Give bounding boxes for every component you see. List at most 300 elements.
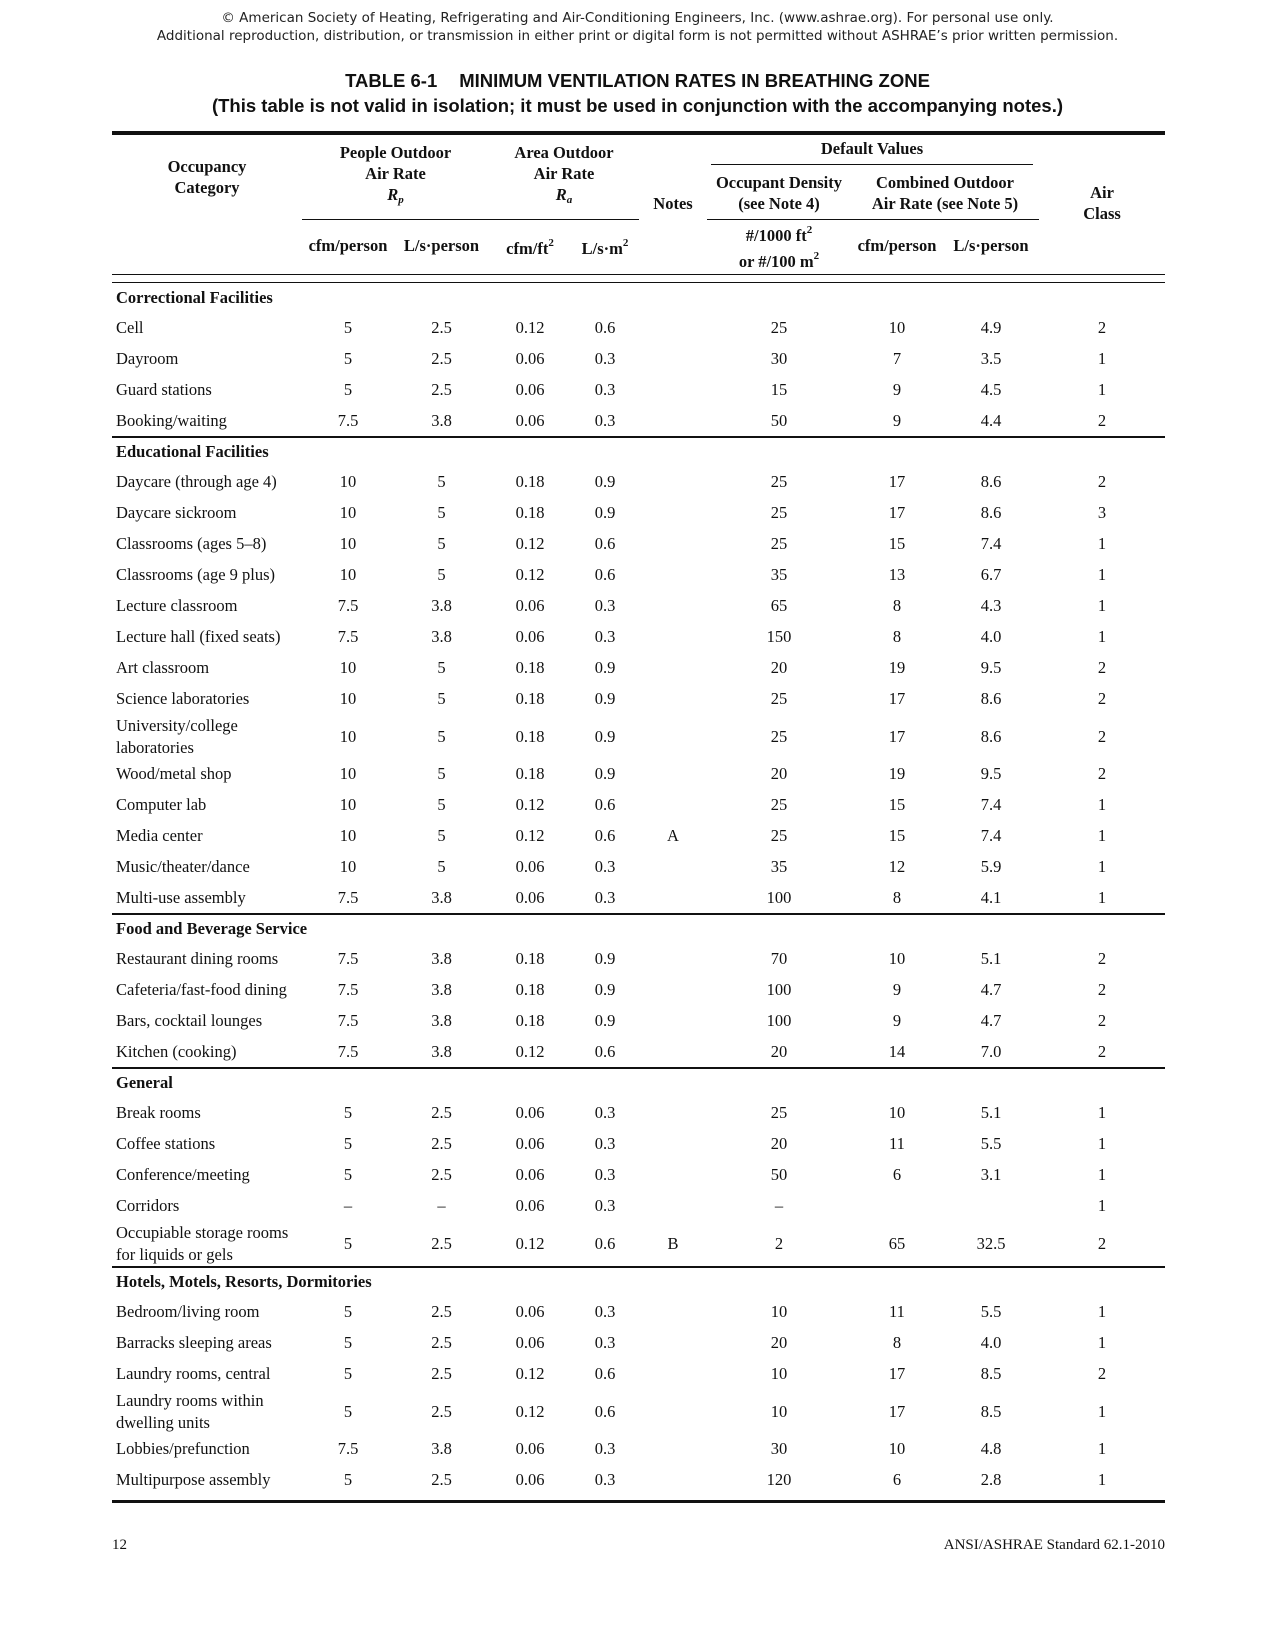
- combined-rate-cfm: 11: [889, 1134, 905, 1153]
- notes: [639, 622, 707, 653]
- area-rate-cfm: 0.12: [515, 1364, 545, 1383]
- people-rate-ls: 2.5: [431, 1333, 452, 1352]
- occupancy-name-line1: Bedroom/living room: [116, 1302, 260, 1321]
- area-rate-ls: 0.3: [594, 1103, 616, 1122]
- combined-rate-ls: 7.4: [980, 826, 1002, 845]
- header-unit-cfm-person-combined: cfm/person: [857, 236, 937, 255]
- occupancy-name-line1: Multi-use assembly: [116, 887, 246, 907]
- area-rate-cfm: 0.18: [515, 1011, 545, 1030]
- occupancy-name-line1: Multipurpose assembly: [116, 1470, 271, 1489]
- notes: [639, 467, 707, 498]
- combined-rate-ls: 5.5: [980, 1302, 1002, 1321]
- people-rate-cfm: 7.5: [337, 596, 359, 615]
- notes: [639, 1037, 707, 1068]
- people-rate-cfm: 10: [339, 857, 357, 876]
- people-rate-ls: 5: [437, 565, 446, 584]
- air-class: 1: [1097, 1103, 1107, 1122]
- air-class: 1: [1097, 1401, 1107, 1421]
- header-density-line1: Occupant Density: [715, 172, 843, 192]
- notes: [639, 715, 707, 759]
- air-class: 1: [1097, 1302, 1107, 1321]
- air-class: 2: [1097, 658, 1107, 677]
- table-row: [112, 498, 1165, 529]
- people-rate-ls: 2.5: [431, 1364, 452, 1383]
- people-rate-cfm: 7.5: [337, 949, 359, 968]
- combined-rate-ls: 4.7: [980, 980, 1002, 999]
- header-unit-cfm-ft2: [489, 219, 571, 272]
- area-rate-ls: 0.3: [594, 1439, 616, 1458]
- category-name: Correctional Facilities: [116, 287, 273, 307]
- table-row: [112, 1359, 1165, 1390]
- people-rate-cfm: 5: [343, 1103, 353, 1122]
- notes: [639, 1129, 707, 1160]
- area-rate-cfm: 0.12: [515, 534, 545, 553]
- combined-rate-cfm: 10: [888, 318, 906, 337]
- occupancy-name: [112, 1129, 302, 1160]
- combined-rate-cfm: 6: [892, 1165, 902, 1184]
- people-rate-ls: 2.5: [431, 1233, 452, 1253]
- category-header-row: [112, 283, 1165, 313]
- area-rate-cfm: 0.12: [515, 1401, 545, 1421]
- occupant-density: 2: [774, 1233, 784, 1253]
- occupancy-name-line1: Guard stations: [116, 380, 212, 399]
- header-unit-density-line1: #/1000 ft: [745, 225, 807, 245]
- combined-rate-cfm: 13: [888, 565, 906, 584]
- area-rate-cfm: 0.18: [515, 472, 545, 491]
- category-header-row: [112, 437, 1165, 467]
- combined-rate-cfm: 12: [888, 857, 906, 876]
- occupancy-name: [112, 622, 302, 653]
- occupancy-name: [112, 852, 302, 883]
- occupancy-name-line1: Wood/metal shop: [116, 764, 232, 783]
- occupancy-name-line1: Bars, cocktail lounges: [116, 1011, 263, 1030]
- occupant-density: 10: [770, 1302, 788, 1321]
- combined-rate-ls: 8.6: [980, 726, 1002, 746]
- combined-rate-cfm: 17: [888, 726, 906, 746]
- people-rate-ls: 5: [437, 472, 446, 491]
- area-rate-cfm: 0.06: [515, 627, 545, 646]
- area-rate-cfm: 0.06: [515, 1103, 545, 1122]
- occupancy-name: [112, 375, 302, 406]
- occupant-density: 120: [766, 1470, 792, 1489]
- people-rate-cfm: –: [343, 1196, 353, 1215]
- combined-rate-cfm: 10: [888, 949, 906, 968]
- occupant-density: 100: [766, 887, 792, 907]
- people-rate-ls: 5: [437, 764, 446, 783]
- area-rate-cfm: 0.06: [515, 1134, 545, 1153]
- occupancy-name-line1: Science laboratories: [116, 689, 250, 708]
- combined-rate-ls: 5.5: [980, 1134, 1002, 1153]
- area-rate-ls: 0.3: [594, 857, 616, 876]
- table-row: [112, 975, 1165, 1006]
- table-row: [112, 1465, 1165, 1496]
- header-density-line2: (see Note 4): [738, 193, 820, 213]
- occupancy-name-line2: dwelling units: [116, 1412, 210, 1432]
- people-rate-ls: 2.5: [431, 1470, 452, 1489]
- combined-rate-cfm: 7: [892, 349, 902, 368]
- people-rate-cfm: 5: [343, 1233, 353, 1253]
- occupancy-name: [112, 1160, 302, 1191]
- combined-rate-cfm: 15: [888, 826, 906, 845]
- people-rate-cfm: 10: [339, 472, 357, 491]
- header-people-line2: Air Rate: [365, 164, 426, 184]
- area-rate-ls: 0.3: [594, 349, 616, 368]
- area-rate-cfm: 0.12: [515, 826, 545, 845]
- table-row: [112, 790, 1165, 821]
- header-combined-outdoor-rate: [851, 167, 1039, 219]
- table-row: [112, 406, 1165, 437]
- people-rate-ls: 5: [437, 503, 446, 522]
- occupant-density: 35: [770, 565, 788, 584]
- occupant-density: 100: [766, 1011, 792, 1030]
- occupancy-name-line1: Daycare (through age 4): [116, 472, 277, 491]
- people-rate-ls: 2.5: [431, 1302, 452, 1321]
- ventilation-table: [112, 131, 1165, 1503]
- area-rate-cfm: 0.06: [515, 349, 545, 368]
- combined-rate-ls: 7.4: [980, 534, 1002, 553]
- table-number: TABLE 6-1: [345, 70, 438, 91]
- table-row: [112, 1191, 1165, 1222]
- notes: [639, 790, 707, 821]
- table-row: [112, 1297, 1165, 1328]
- table-row: [112, 560, 1165, 591]
- people-rate-cfm: 7.5: [337, 1439, 359, 1458]
- combined-rate-ls: 5.1: [980, 949, 1002, 968]
- occupant-density: 65: [770, 596, 788, 615]
- table-title: [0, 68, 1275, 118]
- combined-rate-cfm: 14: [888, 1041, 906, 1061]
- combined-rate-cfm: 11: [889, 1302, 905, 1321]
- combined-rate-ls: 4.9: [980, 318, 1002, 337]
- area-rate-ls: 0.9: [594, 689, 616, 708]
- occupancy-name: [112, 715, 302, 759]
- area-rate-ls: 0.3: [594, 887, 616, 907]
- category-header-row: [112, 1068, 1165, 1098]
- area-rate-ls: 0.3: [594, 1333, 616, 1352]
- header-unit-density: [707, 219, 851, 272]
- area-rate-ls: 0.3: [594, 627, 616, 646]
- table-title-line: [0, 68, 1275, 93]
- copyright-notice: [0, 9, 1275, 45]
- header-unit-density-line2: or #/100 m: [738, 251, 814, 271]
- occupancy-name-line1: Lobbies/prefunction: [116, 1439, 250, 1458]
- combined-rate-ls: 8.5: [980, 1364, 1002, 1383]
- people-rate-cfm: 10: [339, 726, 357, 746]
- people-rate-ls: 2.5: [431, 1134, 452, 1153]
- people-rate-ls: 3.8: [431, 1439, 452, 1458]
- occupancy-name: [112, 313, 302, 344]
- occupant-density: 25: [770, 726, 788, 746]
- combined-rate-ls: 7.0: [980, 1041, 1002, 1061]
- occupancy-name: [112, 1006, 302, 1037]
- occupant-density: 20: [770, 764, 788, 783]
- area-rate-cfm: 0.06: [515, 410, 545, 430]
- people-rate-cfm: 5: [343, 1401, 353, 1421]
- occupancy-name-line1: Laundry rooms, central: [116, 1364, 271, 1383]
- people-rate-cfm: 5: [343, 380, 353, 399]
- people-rate-cfm: 10: [339, 689, 357, 708]
- occupancy-name-line1: Corridors: [116, 1196, 180, 1215]
- people-rate-cfm: 7.5: [337, 1011, 359, 1030]
- occupancy-name: [112, 1191, 302, 1222]
- occupancy-name-line1: Lecture hall (fixed seats): [116, 627, 281, 646]
- header-area-subscript: a: [566, 194, 573, 207]
- table-row: [112, 944, 1165, 975]
- occupant-density: 25: [770, 826, 788, 845]
- air-class: 2: [1097, 980, 1107, 999]
- people-rate-cfm: 7.5: [337, 627, 359, 646]
- combined-rate-ls: 6.7: [980, 565, 1002, 584]
- occupancy-name-line1: Barracks sleeping areas: [116, 1333, 272, 1352]
- air-class: 2: [1097, 1364, 1107, 1383]
- people-rate-cfm: 10: [339, 826, 357, 845]
- combined-rate-cfm: 6: [892, 1470, 902, 1489]
- table-row: [112, 375, 1165, 406]
- occupant-density: 150: [766, 627, 792, 646]
- header-unit-cfm-ft-text: cfm/ft: [506, 238, 549, 258]
- notes: A: [667, 826, 679, 845]
- occupant-density: 25: [770, 503, 788, 522]
- area-rate-ls: 0.6: [594, 826, 616, 845]
- notes: [639, 1098, 707, 1129]
- people-rate-cfm: 10: [339, 503, 357, 522]
- air-class: 2: [1097, 1233, 1107, 1253]
- air-class: 1: [1097, 795, 1107, 814]
- area-rate-ls: 0.6: [594, 565, 616, 584]
- area-rate-ls: 0.9: [594, 1011, 616, 1030]
- combined-rate-ls: 8.6: [980, 689, 1002, 708]
- occupant-density: 70: [770, 949, 788, 968]
- area-rate-cfm: 0.18: [515, 980, 545, 999]
- notes: [639, 975, 707, 1006]
- combined-rate-cfm: 17: [888, 1364, 906, 1383]
- area-rate-cfm: 0.18: [515, 949, 545, 968]
- people-rate-ls: 2.5: [431, 318, 452, 337]
- air-class: 1: [1097, 1333, 1107, 1352]
- people-rate-cfm: 5: [343, 1134, 353, 1153]
- air-class: 2: [1097, 318, 1107, 337]
- table-row: [112, 1434, 1165, 1465]
- table-header: [112, 135, 1165, 283]
- table-row: [112, 883, 1165, 914]
- header-area-outdoor-rate: [489, 135, 639, 219]
- combined-rate-ls: 4.0: [980, 1333, 1002, 1352]
- occupant-density: 30: [770, 1439, 788, 1458]
- combined-rate-ls: 4.4: [980, 410, 1002, 430]
- air-class: 3: [1097, 503, 1107, 522]
- combined-rate-ls: 5.1: [980, 1103, 1002, 1122]
- notes: [639, 1297, 707, 1328]
- category-name: Hotels, Motels, Resorts, Dormitories: [112, 1267, 1165, 1297]
- occupancy-name-line1: Classrooms (ages 5–8): [116, 534, 267, 553]
- occupancy-name-line1: Restaurant dining rooms: [116, 949, 279, 968]
- header-area-line2: Air Rate: [533, 164, 595, 184]
- table-row: [112, 529, 1165, 560]
- area-rate-cfm: 0.12: [515, 795, 545, 814]
- header-occupancy-label: Occupancy: [167, 157, 247, 176]
- category-name: Educational Facilities: [112, 437, 1165, 467]
- area-rate-cfm: 0.18: [515, 658, 545, 677]
- table-row: [112, 715, 1165, 759]
- table-row: [112, 684, 1165, 715]
- combined-rate-ls: 9.5: [980, 658, 1002, 677]
- notes: [639, 684, 707, 715]
- header-double-rule: [112, 275, 1165, 283]
- table-row: [112, 1328, 1165, 1359]
- area-rate-cfm: 0.12: [515, 318, 545, 337]
- air-class: 1: [1097, 1134, 1107, 1153]
- notes: [639, 1160, 707, 1191]
- table-validity-note: (This table is not valid in isolation; it must be used in conjunction with the accompanying notes.): [211, 95, 1064, 116]
- combined-rate-cfm: 9: [892, 410, 902, 430]
- air-class: 1: [1097, 349, 1107, 368]
- occupancy-name: [112, 821, 302, 852]
- combined-rate-ls: 3.5: [980, 349, 1002, 368]
- notes: [639, 498, 707, 529]
- notes: [639, 1006, 707, 1037]
- combined-rate-cfm: 9: [892, 1011, 902, 1030]
- header-people-subscript: p: [398, 194, 404, 207]
- people-rate-ls: 2.5: [431, 1165, 452, 1184]
- notes: [639, 944, 707, 975]
- occupant-density: 35: [770, 857, 788, 876]
- air-class: 2: [1097, 949, 1107, 968]
- occupancy-name: [112, 1434, 302, 1465]
- header-class-label: Class: [1083, 204, 1121, 224]
- table-row: [112, 1222, 1165, 1267]
- occupancy-name: [112, 1465, 302, 1496]
- header-combined-line1: Combined Outdoor: [876, 172, 1014, 192]
- area-rate-cfm: 0.06: [515, 1470, 545, 1489]
- occupancy-name-line1: Media center: [116, 826, 203, 845]
- occupant-density: 15: [770, 380, 788, 399]
- air-class: 1: [1097, 887, 1107, 907]
- header-people-outdoor-rate: [302, 135, 489, 219]
- air-class: 2: [1097, 1041, 1107, 1061]
- occupant-density: 25: [770, 689, 788, 708]
- combined-rate-ls: 4.8: [980, 1439, 1002, 1458]
- people-rate-cfm: 10: [339, 795, 357, 814]
- notes: [639, 759, 707, 790]
- header-unit-ls-m2: [571, 219, 639, 272]
- air-class: 1: [1097, 596, 1107, 615]
- area-rate-ls: 0.6: [594, 318, 616, 337]
- combined-rate-ls: 4.0: [980, 627, 1002, 646]
- header-unit-cfm-person: cfm/person: [308, 236, 388, 255]
- header-unit-ls-m-exp: 2: [622, 236, 629, 249]
- people-rate-ls: 2.5: [431, 380, 452, 399]
- header-occupancy-units-blank: [112, 219, 302, 272]
- notes: B: [667, 1233, 679, 1253]
- area-rate-cfm: 0.18: [515, 764, 545, 783]
- occupancy-name-line1: Classrooms (age 9 plus): [116, 565, 276, 584]
- area-rate-cfm: 0.12: [515, 565, 545, 584]
- area-rate-cfm: 0.06: [515, 887, 545, 907]
- area-rate-ls: 0.9: [594, 764, 616, 783]
- people-rate-cfm: 7.5: [337, 410, 359, 430]
- people-rate-ls: 5: [437, 658, 446, 677]
- table-row: [112, 622, 1165, 653]
- table-row: [112, 1037, 1165, 1068]
- occupancy-name-line2: for liquids or gels: [116, 1244, 233, 1264]
- occupant-density: 25: [770, 795, 788, 814]
- area-rate-cfm: 0.18: [515, 689, 545, 708]
- area-rate-ls: 0.6: [594, 1401, 616, 1421]
- occupancy-name: [112, 1328, 302, 1359]
- occupancy-name-line1: Conference/meeting: [116, 1165, 250, 1184]
- notes: [639, 375, 707, 406]
- area-rate-cfm: 0.18: [515, 503, 545, 522]
- air-class: 1: [1097, 1165, 1107, 1184]
- header-default-values-label: Default Values: [711, 138, 1033, 165]
- table-row: [112, 653, 1165, 684]
- area-rate-cfm: 0.12: [515, 1041, 545, 1061]
- people-rate-ls: 5: [437, 795, 446, 814]
- notes: [639, 406, 707, 437]
- people-rate-ls: 3.8: [431, 1041, 452, 1061]
- area-rate-ls: 0.3: [594, 380, 616, 399]
- people-rate-ls: 5: [437, 826, 446, 845]
- occupancy-name: [112, 406, 302, 437]
- combined-rate-cfm: 9: [892, 980, 902, 999]
- area-rate-cfm: 0.06: [515, 1439, 545, 1458]
- table-row: [112, 852, 1165, 883]
- people-rate-cfm: 5: [343, 1302, 353, 1321]
- air-class: 2: [1097, 726, 1107, 746]
- people-rate-ls: 3.8: [431, 596, 452, 615]
- copyright-line-1: © American Society of Heating, Refrigerating and Air-Conditioning Engineers, Inc. (www.ashrae.org). For personal use only.: [221, 10, 1054, 26]
- area-rate-ls: 0.9: [594, 472, 616, 491]
- header-unit-density-line2-exp: 2: [813, 249, 820, 262]
- category-name: Food and Beverage Service: [112, 914, 1165, 944]
- notes: [639, 1359, 707, 1390]
- combined-rate-ls: 4.7: [980, 1011, 1002, 1030]
- header-area-symbol: R: [555, 185, 567, 205]
- combined-rate-cfm: 19: [888, 764, 906, 783]
- header-combined-line2: Air Rate (see Note 5): [871, 193, 1019, 213]
- notes: [639, 1465, 707, 1496]
- occupancy-name-line1: Music/theater/dance: [116, 857, 250, 876]
- area-rate-ls: 0.9: [594, 658, 616, 677]
- people-rate-cfm: 5: [343, 1470, 353, 1489]
- occupancy-name-line1: Kitchen (cooking): [116, 1041, 237, 1061]
- air-class: 1: [1097, 1470, 1107, 1489]
- table-row: [112, 821, 1165, 852]
- occupant-density: 10: [770, 1364, 788, 1383]
- occupancy-name-line1: University/college: [116, 715, 238, 735]
- occupancy-name-line1: Booking/waiting: [116, 410, 227, 430]
- header-unit-ls-person-combined: L/s·person: [953, 236, 1029, 255]
- air-class: 2: [1097, 410, 1107, 430]
- area-rate-cfm: 0.06: [515, 1196, 545, 1215]
- header-air-label: Air: [1090, 183, 1114, 203]
- air-class: 1: [1097, 534, 1107, 553]
- table-row: [112, 759, 1165, 790]
- occupancy-name: [112, 1297, 302, 1328]
- air-class: 1: [1097, 857, 1107, 876]
- air-class: 1: [1097, 1439, 1107, 1458]
- area-rate-ls: 0.9: [594, 503, 616, 522]
- combined-rate-ls: 8.6: [980, 503, 1002, 522]
- occupancy-name: [112, 975, 302, 1006]
- table-name: MINIMUM VENTILATION RATES IN BREATHING ZONE: [459, 70, 930, 91]
- combined-rate-cfm: 10: [888, 1439, 906, 1458]
- people-rate-ls: 2.5: [431, 1103, 452, 1122]
- people-rate-ls: –: [437, 1196, 446, 1215]
- occupancy-name: [112, 684, 302, 715]
- category-header-row: [112, 914, 1165, 944]
- occupancy-name: [112, 1390, 302, 1434]
